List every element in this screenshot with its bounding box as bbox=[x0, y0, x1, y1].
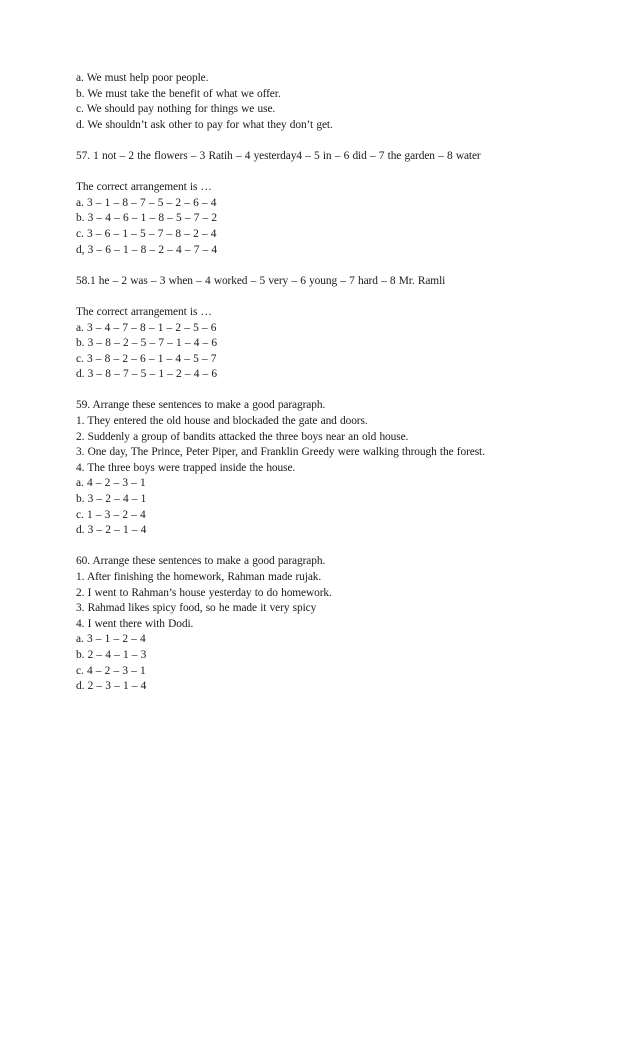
option-b: b. 2 – 4 – 1 – 3 bbox=[76, 648, 147, 661]
sentence-3: 3. Rahmad likes spicy food, so he made it very spicy bbox=[76, 602, 317, 615]
option-c: c. 1 – 3 – 2 – 4 bbox=[76, 508, 146, 521]
spacer bbox=[76, 133, 616, 149]
option-a: a. We must help poor people. bbox=[76, 72, 209, 84]
sentence-1: 1. They entered the old house and blockaded the gate and doors. bbox=[76, 415, 368, 428]
sentence-2: 2. Suddenly a group of bandits attacked the three boys near an old house. bbox=[76, 430, 409, 443]
spacer bbox=[76, 165, 616, 181]
option-c: c. 4 – 2 – 3 – 1 bbox=[76, 664, 146, 677]
question-56-options bbox=[76, 71, 616, 133]
option-d: d. We shouldn’t ask other to pay for what they don’t get. bbox=[76, 118, 333, 131]
option-b: b. 3 – 8 – 2 – 5 – 7 – 1 – 4 – 6 bbox=[76, 337, 217, 350]
sentence-4: 4. The three boys were trapped inside the house. bbox=[76, 461, 296, 474]
sentence-3: 3. One day, The Prince, Peter Piper, and Franklin Greedy were walking through the forest. bbox=[76, 446, 485, 459]
document-body bbox=[76, 71, 616, 695]
option-a: a. 3 – 1 – 8 – 7 – 5 – 2 – 6 – 4 bbox=[76, 196, 217, 209]
option-b: b. 3 – 4 – 6 – 1 – 8 – 5 – 7 – 2 bbox=[76, 212, 217, 225]
option-b: b. 3 – 2 – 4 – 1 bbox=[76, 493, 147, 506]
question-stem: The correct arrangement is … bbox=[76, 305, 212, 318]
question-57 bbox=[76, 149, 616, 258]
option-c: c. 3 – 6 – 1 – 5 – 7 – 8 – 2 – 4 bbox=[76, 227, 217, 240]
option-d: d. 3 – 2 – 1 – 4 bbox=[76, 524, 147, 537]
question-prompt: 59. Arrange these sentences to make a good paragraph. bbox=[76, 399, 326, 412]
question-prompt: 57. 1 not – 2 the flowers – 3 Ratih – 4 yesterday4 – 5 in – 6 did – 7 the garden – 8 water bbox=[76, 149, 481, 162]
question-prompt: 58.1 he – 2 was – 3 when – 4 worked – 5 very – 6 young – 7 hard – 8 Mr. Ramli bbox=[76, 274, 446, 287]
sentence-1: 1. After finishing the homework, Rahman made rujak. bbox=[76, 571, 322, 583]
spacer bbox=[76, 289, 616, 305]
option-b: b. We must take the benefit of what we offer. bbox=[76, 87, 281, 100]
question-58 bbox=[76, 274, 616, 383]
option-d: d, 3 – 6 – 1 – 8 – 2 – 4 – 7 – 4 bbox=[76, 243, 217, 256]
spacer bbox=[76, 258, 616, 274]
option-d: d. 2 – 3 – 1 – 4 bbox=[76, 680, 147, 693]
option-c: c. We should pay nothing for things we use. bbox=[76, 103, 276, 116]
question-59 bbox=[76, 398, 616, 538]
option-a: a. 3 – 1 – 2 – 4 bbox=[76, 633, 146, 646]
spacer bbox=[76, 539, 616, 555]
sentence-4: 4. I went there with Dodi. bbox=[76, 617, 194, 630]
option-d: d. 3 – 8 – 7 – 5 – 1 – 2 – 4 – 6 bbox=[76, 368, 217, 381]
spacer bbox=[76, 383, 616, 399]
sentence-2: 2. I went to Rahman’s house yesterday to do homework. bbox=[76, 586, 332, 599]
question-prompt: 60. Arrange these sentences to make a good paragraph. bbox=[76, 555, 326, 568]
question-60 bbox=[76, 554, 616, 694]
option-a: a. 3 – 4 – 7 – 8 – 1 – 2 – 5 – 6 bbox=[76, 321, 217, 334]
option-a: a. 4 – 2 – 3 – 1 bbox=[76, 477, 146, 490]
question-stem: The correct arrangement is … bbox=[76, 181, 212, 194]
option-c: c. 3 – 8 – 2 – 6 – 1 – 4 – 5 – 7 bbox=[76, 352, 217, 365]
